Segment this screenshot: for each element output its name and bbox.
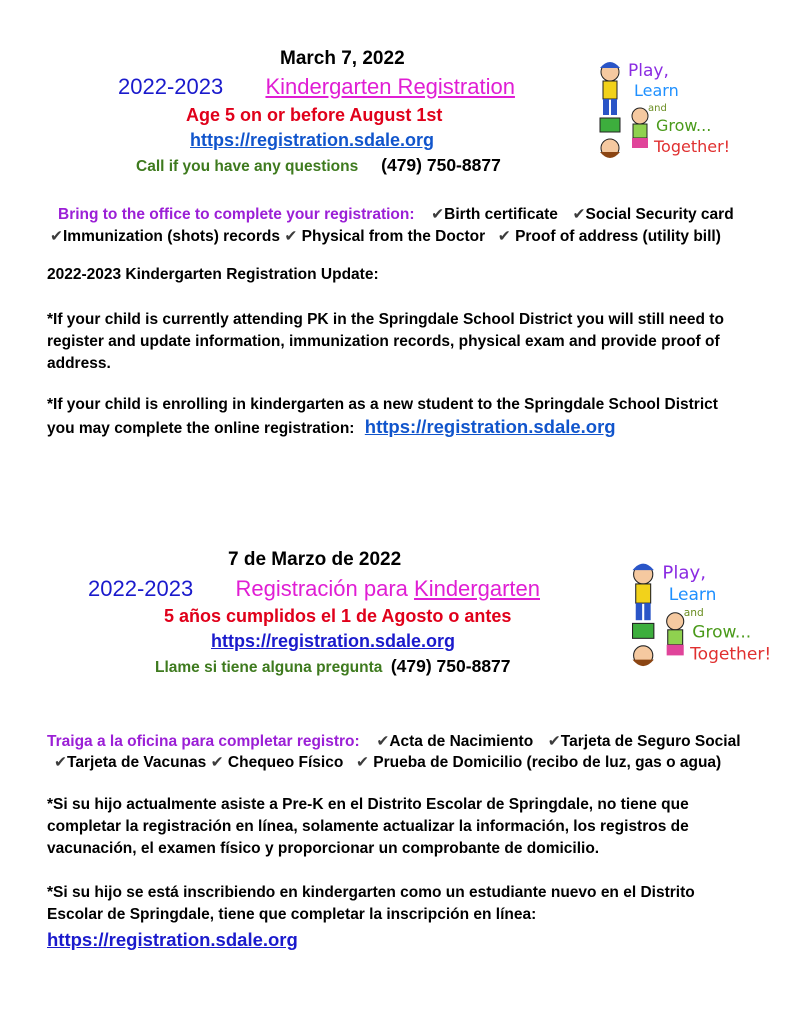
logo-text-and: and bbox=[648, 103, 667, 114]
document-item-es: Acta de Nacimiento bbox=[389, 733, 534, 750]
logo-text-grow: Grow... bbox=[656, 116, 712, 135]
logo-text-grow: Grow... bbox=[692, 622, 752, 643]
registration-link[interactable]: https://registration.sdale.org bbox=[190, 130, 435, 150]
documents-line-2 bbox=[50, 227, 721, 246]
check-icon: ✔ bbox=[497, 228, 511, 245]
check-icon: ✔ bbox=[376, 733, 390, 750]
check-icon: ✔ bbox=[355, 754, 369, 771]
document-item-es: Tarjeta de Vacunas bbox=[67, 754, 207, 771]
document-item: Immunization (shots) records bbox=[63, 228, 281, 245]
paragraph-current-prek-es: *Si su hijo actualmente asiste a Pre-K en el Distrito Escolar de Springdale, no tiene que completar la registración en línea, solamente actualizar la información, los registros de vacunación, el examen físico y proporcionar un comprobante de domicilio. bbox=[47, 796, 689, 857]
check-icon: ✔ bbox=[50, 228, 63, 245]
document-item-es: Chequeo Físico bbox=[227, 754, 344, 771]
call-text: Call if you have any questions bbox=[136, 158, 359, 175]
online-registration-link[interactable]: https://registration.sdale.org bbox=[364, 416, 616, 437]
check-icon: ✔ bbox=[547, 733, 561, 750]
age-requirement: Age 5 on or before August 1st bbox=[186, 105, 443, 125]
document-item: Social Security card bbox=[585, 206, 734, 223]
update-heading: 2022-2023 Kindergarten Registration Update: bbox=[47, 266, 379, 283]
registration-title-link[interactable]: Kindergarten Registration bbox=[265, 74, 515, 99]
date-heading: March 7, 2022 bbox=[280, 48, 405, 69]
documents-line-1-es bbox=[47, 732, 741, 751]
logo-text-and: and bbox=[683, 605, 704, 619]
document-item-es: Tarjeta de Seguro Social bbox=[560, 733, 741, 750]
document-item: Birth certificate bbox=[444, 206, 558, 223]
paragraph-new-student-es bbox=[47, 882, 747, 954]
date-heading-es: 7 de Marzo de 2022 bbox=[228, 549, 402, 570]
online-registration-link-es[interactable]: https://registration.sdale.org bbox=[47, 929, 298, 950]
call-text-es: Llame si tiene alguna pregunta bbox=[155, 659, 383, 676]
phone-number-es[interactable]: (479) 750-8877 bbox=[390, 656, 511, 676]
paragraph-new-student-text: *If your child is enrolling in kindergarten as a new student to the Springdale School District you may complete the online registration: bbox=[47, 396, 718, 437]
registration-link-es[interactable]: https://registration.sdale.org bbox=[211, 631, 456, 651]
logo-text-play: Play, bbox=[628, 61, 669, 81]
logo-text-together: Together! bbox=[654, 137, 731, 156]
play-learn-grow-logo-es bbox=[624, 557, 784, 677]
documents-line-1 bbox=[58, 205, 734, 224]
logo-text-together: Together! bbox=[690, 644, 772, 665]
registration-title-es: Registración para bbox=[235, 576, 415, 601]
check-icon: ✔ bbox=[572, 206, 586, 223]
logo-text-learn: Learn bbox=[634, 81, 679, 100]
phone-number[interactable]: (479) 750-8877 bbox=[381, 155, 501, 175]
title-row bbox=[118, 74, 515, 100]
logo-text-learn: Learn bbox=[668, 584, 717, 605]
bring-instruction-es: Traiga a la oficina para completar registro: bbox=[47, 733, 360, 750]
check-icon: ✔ bbox=[284, 228, 298, 245]
paragraph-new-student bbox=[47, 394, 747, 440]
paragraph-current-pk: *If your child is currently attending PK in the Springdale School District you will still need to register and update information, immunization records, physical exam and provide proof of address. bbox=[47, 311, 724, 372]
school-year-es: 2022-2023 bbox=[88, 576, 194, 601]
contact-row-es bbox=[155, 656, 511, 677]
check-icon: ✔ bbox=[210, 754, 224, 771]
check-icon: ✔ bbox=[54, 754, 67, 771]
documents-line-2-es bbox=[54, 753, 721, 772]
title-row-es bbox=[88, 576, 540, 602]
contact-row bbox=[136, 155, 501, 176]
document-item: Proof of address (utility bill) bbox=[515, 228, 721, 245]
age-requirement-es: 5 años cumplidos el 1 de Agosto o antes bbox=[164, 606, 512, 626]
logo-text-play: Play, bbox=[662, 562, 706, 584]
kindergarten-link-es[interactable]: Kindergarten bbox=[414, 576, 540, 601]
paragraph-new-student-text-es: *Si su hijo se está inscribiendo en kindergarten como un estudiante nuevo en el Distrito Escolar de Springdale, tiene que completar la inscripción en línea: bbox=[47, 884, 695, 923]
check-icon: ✔ bbox=[431, 206, 445, 223]
document-item: Physical from the Doctor bbox=[301, 228, 486, 245]
bring-instruction: Bring to the office to complete your registration: bbox=[58, 206, 415, 223]
document-item-es: Prueba de Domicilio (recibo de luz, gas o agua) bbox=[373, 754, 722, 771]
play-learn-grow-logo bbox=[592, 56, 742, 168]
school-year: 2022-2023 bbox=[118, 74, 224, 99]
